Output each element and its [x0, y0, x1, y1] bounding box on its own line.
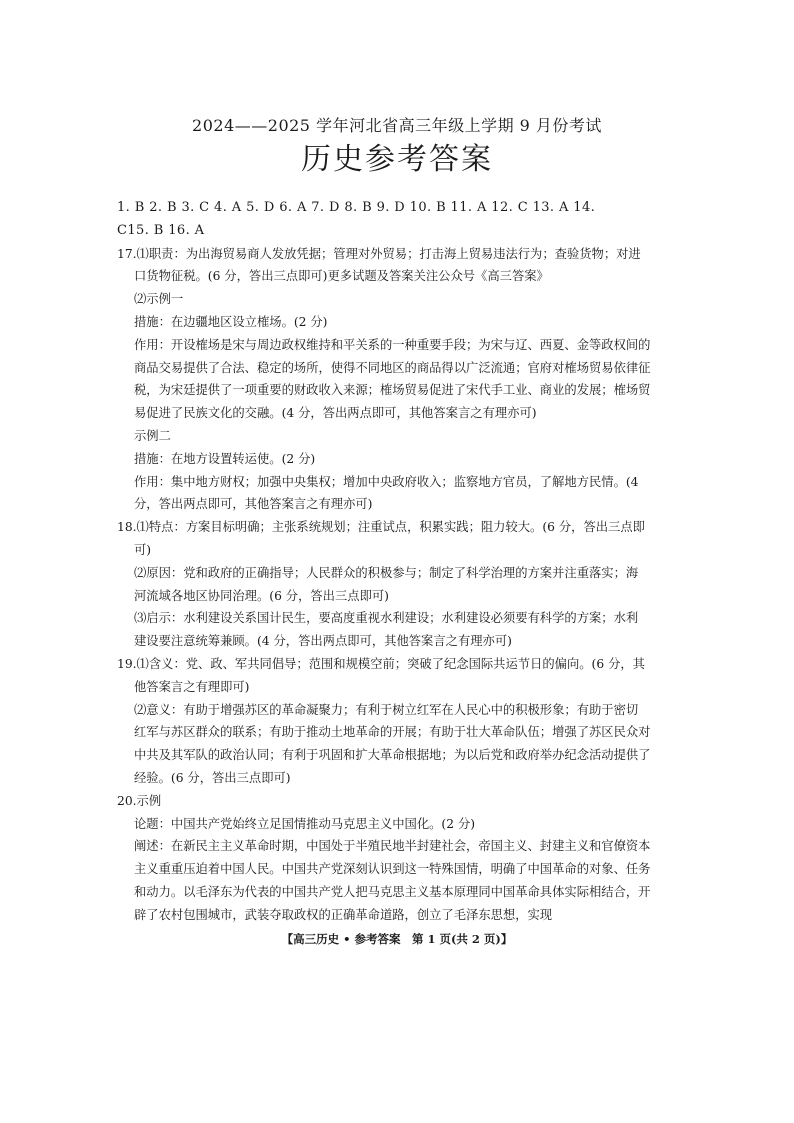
q17-line: 作用：集中地方财权；加强中央集权；增加中央政府收入；监察地方官员，了解地方民情。(4 [134, 474, 639, 489]
q17-line: 口货物征税。(6 分，答出三点即可)更多试题及答案关注公众号《高三答案》 [134, 269, 549, 284]
q17-line: 措施：在边疆地区设立榷场。(2 分) [134, 314, 328, 329]
q17-line: 17.⑴职责：为出海贸易商人发放凭据；管理对外贸易；打击海上贸易违法行为；查验货物；对进 [117, 246, 641, 261]
page-title: 历史参考答案 [301, 142, 493, 177]
q20-line: 论题：中国共产党始终立足国情推动马克思主义中国化。(2 分) [134, 816, 476, 831]
q18-line: 可) [134, 542, 152, 557]
question-17-answer [117, 243, 677, 517]
exam-subtitle: 2024——2025 学年河北省高三年级上学期 9 月份考试 [192, 116, 602, 135]
q18-line: ⑵原因：党和政府的正确指导；人民群众的积极参与；制定了科学治理的方案并注重落实；海 [134, 565, 639, 580]
question-18-answer [117, 516, 677, 653]
q19-line: 19.⑴含义：党、政、军共同倡导；范围和规模空前；突破了纪念国际共运节日的偏向。(6 分，其 [117, 656, 645, 671]
q19-line: 他答案言之有理即可) [134, 679, 250, 694]
q19-line: 中共及其军队的政治认同；有利于巩固和扩大革命根据地；为以后党和政府举办纪念活动提供了 [134, 748, 651, 763]
page-footer: 【高三历史 • 参考答案 第 1 页(共 2 页)】 [281, 932, 513, 946]
q20-line: 辟了农村包围城市，武装夺取政权的正确革命道路，创立了毛泽东思想，实现 [134, 907, 553, 922]
q20-line: 主义重重压迫着中国人民。中国共产党深刻认识到这一特殊国情，明确了中国革命的对象、任务 [134, 862, 651, 877]
q20-line: 阐述：在新民主主义革命时期，中国处于半殖民地半封建社会，帝国主义、封建主义和官僚资本 [134, 839, 651, 854]
choice-answers-line-2: C15. B 16. A [117, 222, 205, 238]
q17-line: 作用：开设榷场是宋与周边政权维持和平关系的一种重要手段；为宋与辽、西夏、金等政权间的 [134, 337, 651, 352]
q20-line: 和动力。以毛泽东为代表的中国共产党人把马克思主义基本原理同中国革命具体实际相结合，开 [134, 884, 651, 899]
q17-line: 示例二 [134, 428, 171, 443]
answer-content [117, 197, 677, 927]
q18-line: 河流域各地区协同治理。(6 分，答出三点即可) [134, 588, 389, 603]
q17-line: 易促进了民族文化的交融。(4 分，答出两点即可，其他答案言之有理亦可) [134, 406, 537, 421]
q17-line: ⑵示例一 [134, 292, 184, 307]
q19-line: 经验。(6 分，答出三点即可) [134, 770, 291, 785]
q17-line: 分，答出两点即可，其他答案言之有理亦可) [134, 497, 373, 512]
q18-line: ⑶启示：水利建设关系国计民生，要高度重视水利建设；水利建设必须要有科学的方案；水利 [134, 611, 639, 626]
q17-line: 商品交易提供了合法、稳定的场所，使得不同地区的商品得以广泛流通；官府对榷场贸易依律征 [134, 360, 651, 375]
q18-line: 18.⑴特点：方案目标明确；主张系统规划；注重试点，积累实践；阻力较大。(6 分，答出三点即 [117, 520, 645, 535]
q20-line: 20.示例 [117, 793, 162, 808]
q18-line: 建设要注意统筹兼顾。(4 分，答出两点即可，其他答案言之有理亦可) [134, 634, 512, 649]
q17-line: 措施：在地方设置转运使。(2 分) [134, 451, 316, 466]
choice-answers-line-1: 1. B 2. B 3. C 4. A 5. D 6. A 7. D 8. B 9. D 10. B 11. A 12. C 13. A 14. [117, 200, 596, 215]
question-19-answer [117, 653, 677, 790]
q19-line: 红军与苏区群众的联系；有助于推动土地革命的开展；有助于壮大革命队伍；增强了苏区民众对 [134, 725, 651, 740]
question-20-answer [117, 790, 677, 927]
q19-line: ⑵意义：有助于增强苏区的革命凝聚力；有利于树立红军在人民心中的积极形象；有助于密切 [134, 702, 639, 717]
page-header [0, 116, 794, 180]
q17-line: 税，为宋廷提供了一项重要的财政收入来源；榷场贸易促进了宋代手工业、商业的发展；榷场贸 [134, 383, 651, 398]
